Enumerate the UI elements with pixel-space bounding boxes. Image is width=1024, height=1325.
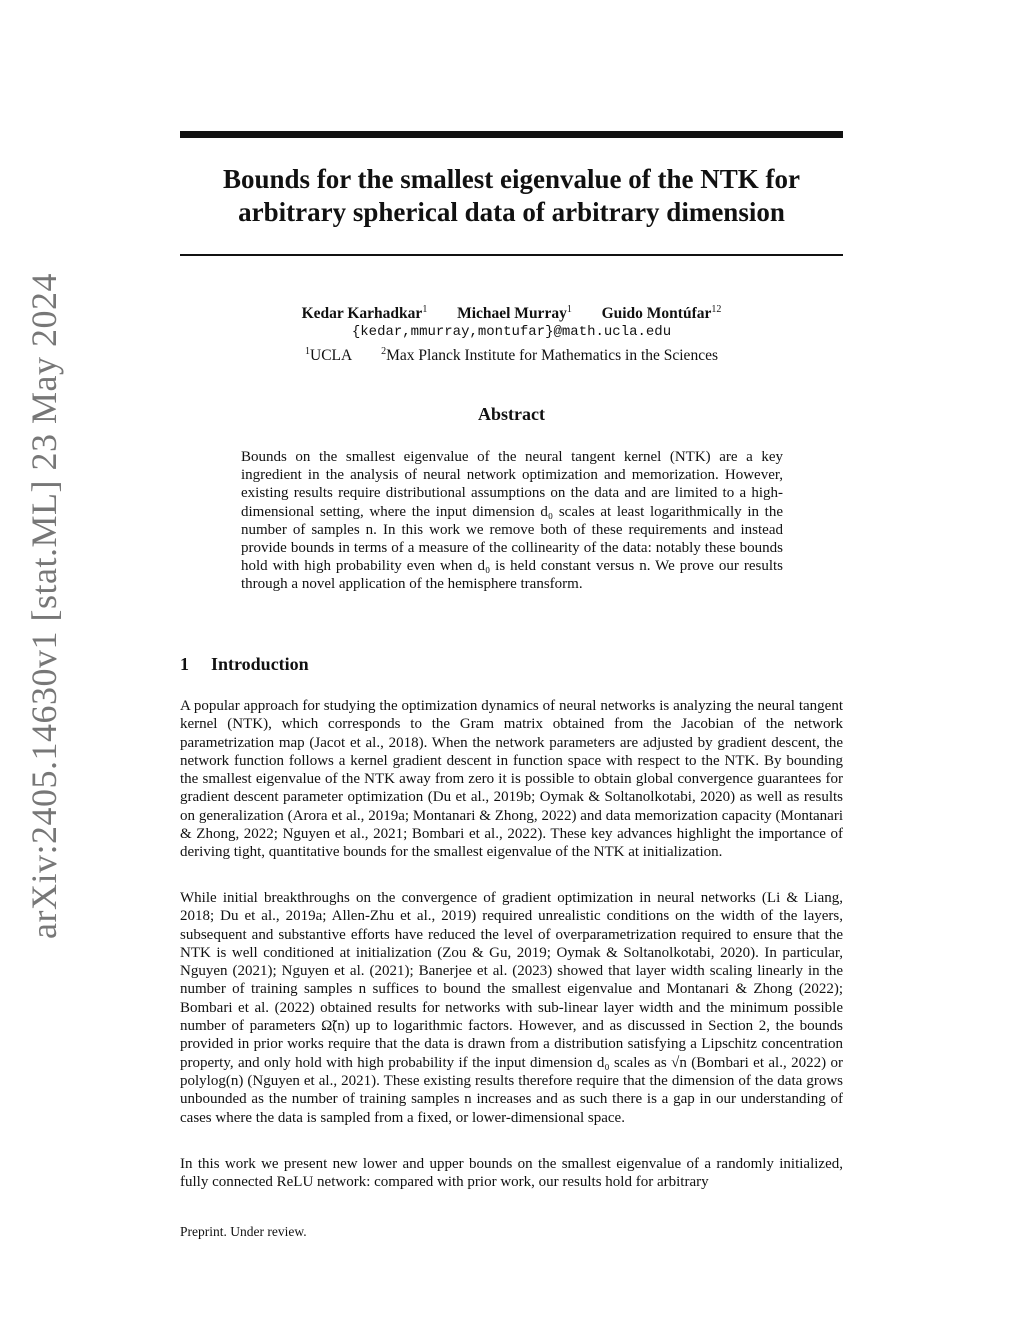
- section-heading-introduction: [180, 654, 309, 675]
- title-top-rule: [180, 131, 843, 138]
- author-email: {kedar,mmurray,montufar}@math.ucla.edu: [351, 324, 672, 341]
- author-names: [180, 300, 843, 323]
- paper-title: [180, 163, 843, 229]
- author-affiliation-mark: 1: [422, 304, 428, 315]
- arxiv-identifier: arXiv:2405.14630v1 [stat.ML] 23 May 2024: [24, 273, 64, 939]
- title-line-1: Bounds for the smallest eigenvalue of the NTK for: [223, 164, 800, 194]
- intro-paragraph-3: In this work we present new lower and upper bounds on the smallest eigenvalue of a randomly initialized, fully connected ReLU network: compared with prior work, our results hold for arbitrary: [180, 1156, 843, 1191]
- author-block: [180, 300, 843, 365]
- title-line-2: arbitrary spherical data of arbitrary dimension: [238, 197, 785, 227]
- affiliation-mark: 2: [381, 346, 387, 358]
- author-name: Kedar Karhadkar: [301, 305, 423, 323]
- author-name: Michael Murray: [457, 305, 567, 323]
- abstract-heading: Abstract: [478, 404, 545, 424]
- abstract-text: Bounds on the smallest eigenvalue of the neural tangent kernel (NTK) are a key ingredient in the analysis of neural network optimization and memorization. However, existing results require distributional assumptions on the data and are limited to a high-dimensional setting, where the input dimension d₀ scales at least logarithmically in the number of samples n. In this work we remove both of these requirements and instead provide bounds in terms of a measure of the collinearity of the data: notably these bounds hold with high probability even when d₀ is held constant versus n. We prove our results through a novel application of the hemisphere transform.: [241, 449, 783, 593]
- affiliation-mark: 1: [305, 346, 311, 358]
- intro-paragraph-1: A popular approach for studying the optimization dynamics of neural networks is analyzing the neural tangent kernel (NTK), which corresponds to the Gram matrix obtained from the Jacobian of the network parametrization map (Jacot et al., 2018). When the network parameters are adjusted by gradient descent, the network function follows a kernel gradient descent in function space with respect to the NTK. By bounding the smallest eigenvalue of the NTK away from zero it is possible to obtain global convergence guarantees for gradient descent parameter optimization (Du et al., 2019b; Oymak & Soltanolkotabi, 2020) as well as results on generalization (Arora et al., 2019a; Montanari & Zhong, 2022) and data memorization capacity (Montanari & Zhong, 2022; Nguyen et al., 2021; Bombari et al., 2022). These key advances highlight the importance of deriving tight, quantitative bounds for the smallest eigenvalue of the NTK at initialization.: [180, 698, 843, 861]
- author-name: Guido Montúfar: [601, 305, 712, 323]
- section-number: 1: [180, 654, 189, 674]
- author-affiliation-mark: 12: [711, 304, 722, 315]
- affiliation-name: Max Planck Institute for Mathematics in the Sciences: [386, 347, 718, 365]
- author-affiliation-mark: 1: [566, 304, 572, 315]
- title-bottom-rule: [180, 254, 843, 256]
- page-footer: Preprint. Under review.: [180, 1224, 307, 1239]
- section-title: Introduction: [211, 654, 309, 674]
- affiliations: [180, 342, 843, 365]
- affiliation-name: UCLA: [310, 347, 352, 365]
- intro-paragraph-2: While initial breakthroughs on the convergence of gradient optimization in neural networks (Li & Liang, 2018; Du et al., 2019a; Allen-Zhu et al., 2019) required unrealistic conditions on the width of the layers, subsequent and substantive efforts have reduced the level of overparametrization required to ensure that the NTK is well conditioned at initialization (Zou & Gu, 2019; Oymak & Soltanolkotabi, 2020). In particular, Nguyen (2021); Nguyen et al. (2021); Banerjee et al. (2023) showed that layer width scaling linearly in the number of training samples n suffices to bound the smallest eigenvalue and Montanari & Zhong (2022); Bombari et al. (2022) obtained results for networks with sub-linear layer width and the minimum possible number of parameters Ω̃(n) up to logarithmic factors. However, and as discussed in Section 2, the bounds provided in prior works require that the data is drawn from a distribution satisfying a Lipschitz concentration property, and only hold with high probability if the input dimension d₀ scales as √n (Bombari et al., 2022) or polylog(n) (Nguyen et al., 2021). These existing results therefore require that the dimension of the data grows unbounded as the number of training samples n increases and as such there is a gap in our understanding of cases where the data is sampled from a fixed, or lower-dimensional space.: [180, 890, 843, 1126]
